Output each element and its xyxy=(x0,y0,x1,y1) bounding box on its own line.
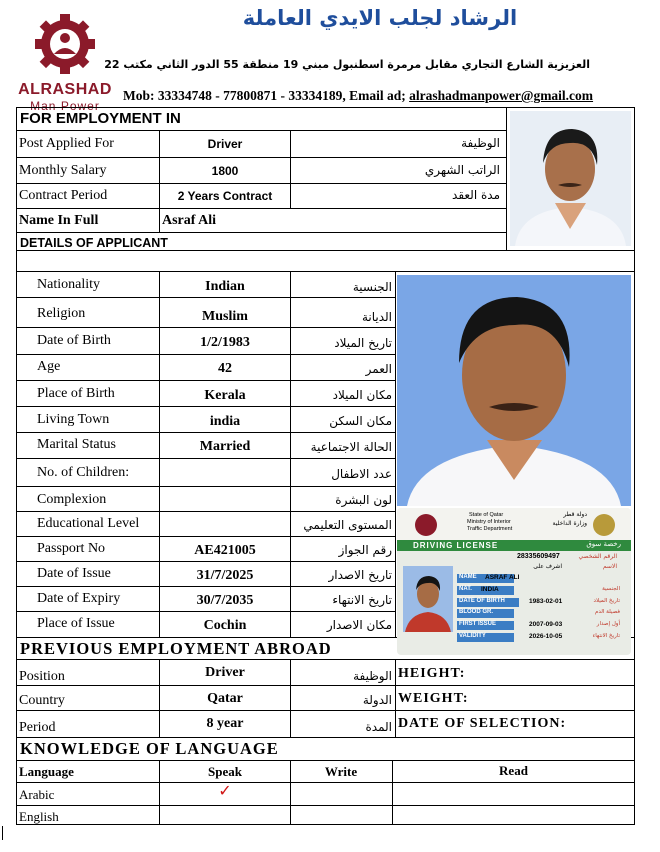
marital-arabic: الحالة الاجتماعية xyxy=(310,440,392,454)
license-banner-ar: رخصة سوق xyxy=(586,540,621,548)
previous-employment-title: PREVIOUS EMPLOYMENT ABROAD xyxy=(20,639,332,658)
pob-arabic: مكان الميلاد xyxy=(332,388,392,402)
pob-label: Place of Birth xyxy=(37,386,115,401)
license-ministry-en: Ministry of Interior xyxy=(467,519,511,525)
contract-value: 2 Years Contract xyxy=(177,189,273,203)
license-number-ar: الرقم الشخصي xyxy=(578,553,617,560)
license-banner-en: DRIVING LICENSE xyxy=(413,541,499,550)
employment-title: FOR EMPLOYMENT IN xyxy=(20,110,181,127)
passport-value: AE421005 xyxy=(194,543,256,558)
license-field-key: NAME xyxy=(457,574,514,583)
salary-value: 1800 xyxy=(211,164,239,178)
issue-date-label: Date of Issue xyxy=(37,566,111,581)
license-banner xyxy=(397,540,631,551)
license-field-key: BLOOD GR. xyxy=(457,609,514,618)
living-town-arabic: مكان السكن xyxy=(329,414,392,428)
license-ministry-ar: وزارة الداخلية xyxy=(552,520,587,527)
position-value: Driver xyxy=(205,665,245,680)
position-arabic: الوظيفة xyxy=(353,669,392,683)
language-title: KNOWLEDGE OF LANGUAGE xyxy=(20,739,279,758)
marital-value: Married xyxy=(199,439,251,454)
license-dept-en: Traffic Department xyxy=(467,526,513,532)
license-field-ar: تاريخ الميلاد xyxy=(593,598,620,604)
contact-phones: Mob: 33334748 - 77800871 - 33334189, Email ad; xyxy=(123,88,410,103)
passport-label: Passport No xyxy=(37,541,106,556)
license-field-value: 2007-09-03 xyxy=(529,621,563,628)
position-label: Position xyxy=(19,669,65,684)
complexion-label: Complexion xyxy=(37,492,107,507)
logo-name: ALRASHAD xyxy=(18,81,112,98)
religion-arabic: الديانة xyxy=(361,310,392,324)
contact-line xyxy=(123,88,638,104)
license-field-value: ASRAF ALI xyxy=(485,574,520,581)
company-logo xyxy=(10,14,120,113)
country-value: Qatar xyxy=(207,691,243,706)
dob-arabic: تاريخ الميلاد xyxy=(334,336,392,350)
dob-value: 1/2/1983 xyxy=(200,335,250,350)
speak-col-header: Speak xyxy=(208,764,242,779)
issue-place-label: Place of Issue xyxy=(37,616,115,631)
language-col-header: Language xyxy=(19,764,74,779)
contract-arabic: مدة العقد xyxy=(452,188,500,202)
contract-label: Contract Period xyxy=(19,188,108,203)
weight-label: WEIGHT: xyxy=(398,691,469,706)
license-field-value: 1983-02-01 xyxy=(529,598,563,605)
post-applied-arabic: الوظيفة xyxy=(461,136,500,150)
pob-value: Kerala xyxy=(204,388,246,403)
license-state-en: State of Qatar xyxy=(469,512,504,518)
left-margin-mark xyxy=(2,826,3,840)
age-value: 42 xyxy=(218,361,232,376)
name-label: Name In Full xyxy=(19,213,99,228)
ministry-emblem-icon xyxy=(593,514,615,536)
post-applied-label: Post Applied For xyxy=(19,136,114,151)
age-label: Age xyxy=(37,359,61,374)
post-applied-value: Driver xyxy=(207,137,243,151)
religion-label: Religion xyxy=(37,306,86,321)
marital-label: Marital Status xyxy=(37,437,116,452)
speak-check-icon: ✓ xyxy=(218,781,232,800)
applicant-photo-large xyxy=(397,275,631,506)
nationality-arabic: الجنسية xyxy=(352,280,392,294)
license-field-value: INDIA xyxy=(481,586,499,593)
issue-date-arabic: تاريخ الاصدار xyxy=(328,568,392,582)
age-arabic: العمر xyxy=(365,362,392,376)
license-name-ar-value: اشرف على xyxy=(533,563,562,570)
dob-label: Date of Birth xyxy=(37,333,111,348)
expiry-date-label: Date of Expiry xyxy=(37,591,121,606)
license-photo xyxy=(403,566,453,632)
nationality-label: Nationality xyxy=(37,277,100,292)
salary-label: Monthly Salary xyxy=(19,163,107,178)
period-label: Period xyxy=(19,720,56,735)
country-label: Country xyxy=(19,693,65,708)
arabic-address: العزيزية الشارع التجاري مقابل مرمرة اسطنبول مبني 19 منطقة 55 الدور الثاني مكتب 22 xyxy=(104,58,590,71)
height-label: HEIGHT: xyxy=(398,666,466,681)
details-title: DETAILS OF APPLICANT xyxy=(20,236,168,250)
issue-place-value: Cochin xyxy=(203,618,247,633)
language-name: English xyxy=(19,809,59,824)
license-number: 28335609497 xyxy=(517,553,560,560)
driving-license-card xyxy=(397,508,631,655)
logo-subtitle: Man Power xyxy=(30,99,100,113)
expiry-date-arabic: تاريخ الانتهاء xyxy=(332,593,392,607)
license-field-ar: أول إصدار xyxy=(596,621,620,627)
license-name-ar-label: الاسم xyxy=(602,563,617,570)
issue-place-arabic: مكان الاصدار xyxy=(326,618,392,632)
education-label: Educational Level xyxy=(37,516,140,531)
passport-arabic: رقم الجواز xyxy=(338,543,392,557)
write-col-header: Write xyxy=(324,764,358,779)
expiry-date-value: 30/7/2035 xyxy=(196,593,254,608)
license-field-ar: الجنسية xyxy=(602,586,620,592)
license-state-ar: دولة قطر xyxy=(563,511,587,518)
living-town-label: Living Town xyxy=(37,412,110,427)
qatar-emblem-icon xyxy=(415,514,437,536)
country-arabic: الدولة xyxy=(362,693,392,707)
issue-date-value: 31/7/2025 xyxy=(196,568,254,583)
license-field-key: VALIDITY xyxy=(457,633,514,642)
complexion-arabic: لون البشرة xyxy=(335,493,392,507)
license-field-ar: تاريخ الانتهاء xyxy=(592,633,620,639)
license-field-key: FIRST ISSUE xyxy=(457,621,514,630)
license-field-key: DATE OF BIRTH xyxy=(457,598,519,607)
applicant-photo-small xyxy=(510,111,631,246)
read-col-header: Read xyxy=(499,763,528,778)
salary-arabic: الراتب الشهري xyxy=(424,163,500,177)
license-field-ar: فصيلة الدم xyxy=(594,609,620,615)
license-field-key: NAT. xyxy=(457,586,514,595)
arabic-company-title: الرشاد لجلب الايدي العاملة xyxy=(242,6,518,30)
date-of-selection-label: DATE OF SELECTION: xyxy=(398,716,567,731)
nationality-value: Indian xyxy=(205,279,245,294)
name-value: Asraf Ali xyxy=(162,213,217,228)
religion-value: Muslim xyxy=(202,309,248,324)
education-arabic: المستوى التعليمي xyxy=(303,518,392,532)
contact-email[interactable]: alrashadmanpower@gmail.com xyxy=(409,88,594,103)
license-field-value: 2026-10-05 xyxy=(529,633,563,640)
children-label: No. of Children: xyxy=(37,465,130,480)
children-arabic: عدد الاطفال xyxy=(331,467,392,481)
living-town-value: india xyxy=(209,414,241,429)
language-name: Arabic xyxy=(19,787,55,802)
period-value: 8 year xyxy=(206,716,244,731)
period-arabic: المدة xyxy=(365,720,392,734)
